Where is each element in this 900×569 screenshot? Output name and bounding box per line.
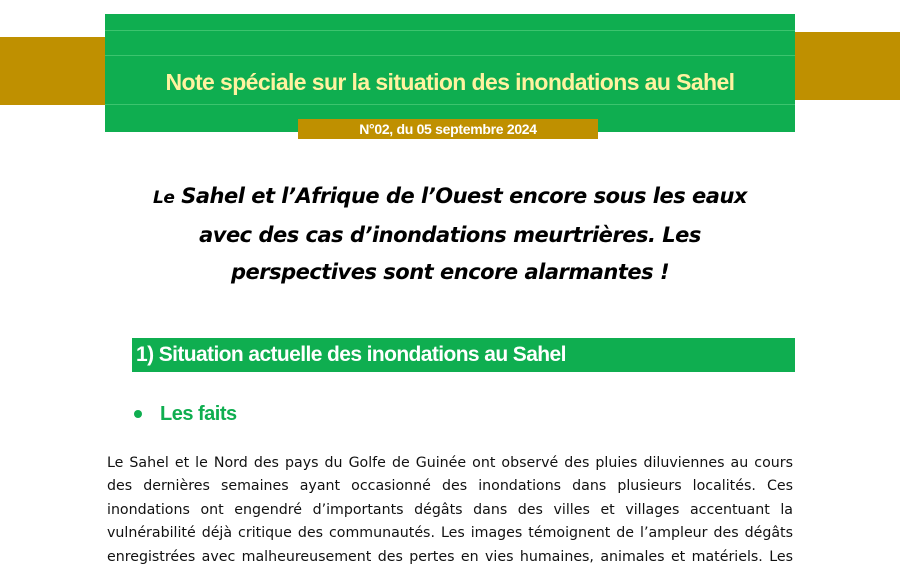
banner-rule [105, 55, 795, 56]
banner-rule [105, 104, 795, 105]
body-line: enregistrées avec malheureusement des pertes en vies humaines, animales et matériels. Les [107, 548, 793, 565]
section-title: 1) Situation actuelle des inondations au Sahel [136, 343, 566, 366]
body-line: Le Sahel et le Nord des pays du Golfe de Guinée ont observé des pluies diluviennes au cours [107, 455, 793, 471]
body-line: des dernières semaines ayant occasionné des inondations dans plusieurs localités. Ces [107, 478, 793, 495]
section-heading-bar [132, 338, 795, 372]
headline-line-3: perspectives sont encore alarmantes ! [230, 260, 670, 284]
bullet-label: Les faits [160, 402, 237, 425]
headline-le: Le [153, 188, 175, 208]
headline-line-1: Sahel et l’Afrique de l’Ouest encore sous les eaux [181, 184, 747, 208]
headline [110, 178, 790, 291]
gold-band-right [793, 32, 900, 100]
bullet-icon [134, 410, 142, 418]
document-title: Note spéciale sur la situation des inondations au Sahel [165, 69, 735, 95]
gold-band-left [0, 37, 107, 105]
header-banner [105, 14, 795, 132]
banner-rule [105, 30, 795, 31]
body-paragraph [107, 452, 793, 569]
body-line: vulnérabilité déjà critique des communautés. Les images témoignent de l’ampleur des dégâts [107, 525, 793, 542]
issue-label: N°02, du 05 septembre 2024 [298, 119, 598, 139]
body-line: inondations ont engendré d’importants dégâts dans des villes et villages accentuant la [107, 501, 793, 518]
bullet-item [134, 400, 237, 428]
headline-line-2: avec des cas d’inondations meurtrières. Les [199, 223, 701, 247]
